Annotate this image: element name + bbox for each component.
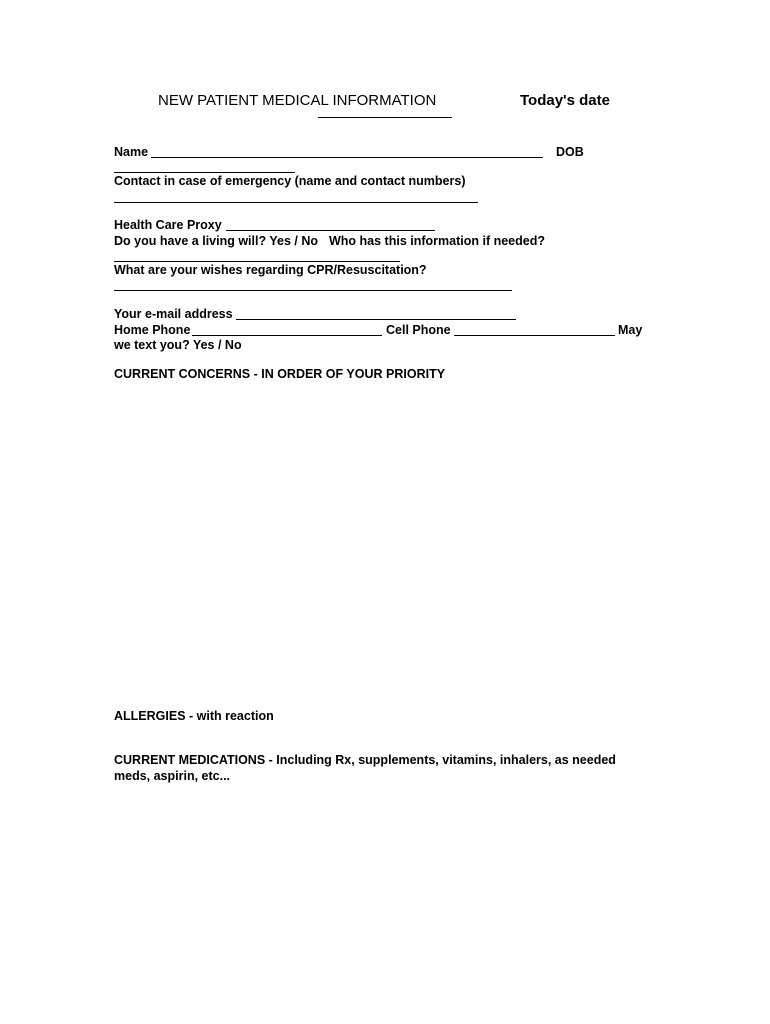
current-concerns-heading: CURRENT CONCERNS - IN ORDER OF YOUR PRIORITY [114,367,446,381]
name-field[interactable] [151,157,543,158]
cell-phone-field[interactable] [454,335,615,336]
home-phone-label: Home Phone [114,323,191,337]
emergency-contact-label: Contact in case of emergency (name and contact numbers) [114,174,466,188]
emergency-contact-field[interactable] [114,202,478,203]
text-question-part2: we text you? Yes / No [114,338,242,352]
email-label: Your e-mail address [114,307,233,321]
cpr-question: What are your wishes regarding CPR/Resuscitation? [114,263,427,277]
health-care-proxy-field[interactable] [226,230,435,231]
living-will-question: Do you have a living will? Yes / No [114,234,318,248]
medications-heading-line1: CURRENT MEDICATIONS - Including Rx, supplements, vitamins, inhalers, as needed [114,753,616,767]
cpr-field[interactable] [114,290,512,291]
dob-label: DOB [556,145,584,159]
dob-field[interactable] [114,172,295,173]
form-title: NEW PATIENT MEDICAL INFORMATION [158,92,437,109]
text-question-part1: May [618,323,643,337]
who-has-info-field[interactable] [114,261,400,262]
who-has-info-question: Who has this information if needed? [329,234,545,248]
medications-heading-line2: meds, aspirin, etc... [114,769,231,783]
email-field[interactable] [236,319,516,320]
allergies-heading: ALLERGIES - with reaction [114,709,274,723]
health-care-proxy-label: Health Care Proxy [114,218,222,232]
cell-phone-label: Cell Phone [386,323,451,337]
todays-date-label: Today's date [520,92,610,109]
todays-date-field[interactable] [318,117,452,118]
home-phone-field[interactable] [192,335,382,336]
name-label: Name [114,145,149,159]
